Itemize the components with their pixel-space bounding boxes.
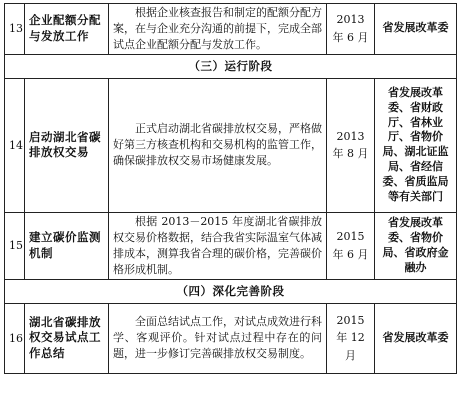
task-name: 企业配额分配与发放工作	[25, 4, 109, 55]
deadline: 2015 年 12 月	[327, 303, 375, 373]
row-number: 15	[5, 212, 25, 279]
task-content: 全面总结试点工作，对试点成效进行科学、客观评价。针对试点过程中存在的问题，进一步修订完善碳排放权交易制度。	[109, 303, 327, 373]
responsible-department: 省发展改革委	[375, 4, 457, 55]
phase-row	[5, 54, 457, 78]
phase-row	[5, 279, 457, 303]
phase-heading: （三）运行阶段	[5, 54, 457, 78]
row-number: 14	[5, 78, 25, 212]
table-row	[5, 4, 457, 55]
responsible-department: 省发展改革委	[375, 303, 457, 373]
deadline: 2015 年 6 月	[327, 212, 375, 279]
deadline: 2013 年 6 月	[327, 4, 375, 55]
table-row	[5, 212, 457, 279]
task-content: 根据 2013－2015 年度湖北省碳排放权交易价格数据，结合我省实际温室气体减排成本，测算我省合理的碳价格，完善碳价格形成机制。	[109, 212, 327, 279]
task-name: 建立碳价监测机制	[25, 212, 109, 279]
task-content: 正式启动湖北省碳排放权交易，严格做好第三方核查机构和交易机构的监管工作，确保碳排放权交易市场健康发展。	[109, 78, 327, 212]
responsible-department: 省发展改革委、省财政厅、省林业厅、省物价局、湖北证监局、省经信委、省质监局等有关部门	[375, 78, 457, 212]
responsible-department: 省发展改革委、省物价局、省政府金融办	[375, 212, 457, 279]
task-content: 根据企业核查报告和制定的配额分配方案，在与企业充分沟通的前提下，完成全部试点企业配额分配与发放工作。	[109, 4, 327, 55]
task-name: 湖北省碳排放权交易试点工作总结	[25, 303, 109, 373]
deadline: 2013 年 8 月	[327, 78, 375, 212]
table-row	[5, 78, 457, 212]
row-number: 13	[5, 4, 25, 55]
task-name: 启动湖北省碳排放权交易	[25, 78, 109, 212]
row-number: 16	[5, 303, 25, 373]
phase-heading: （四）深化完善阶段	[5, 279, 457, 303]
implementation-plan-table	[4, 3, 457, 374]
table-row	[5, 303, 457, 373]
